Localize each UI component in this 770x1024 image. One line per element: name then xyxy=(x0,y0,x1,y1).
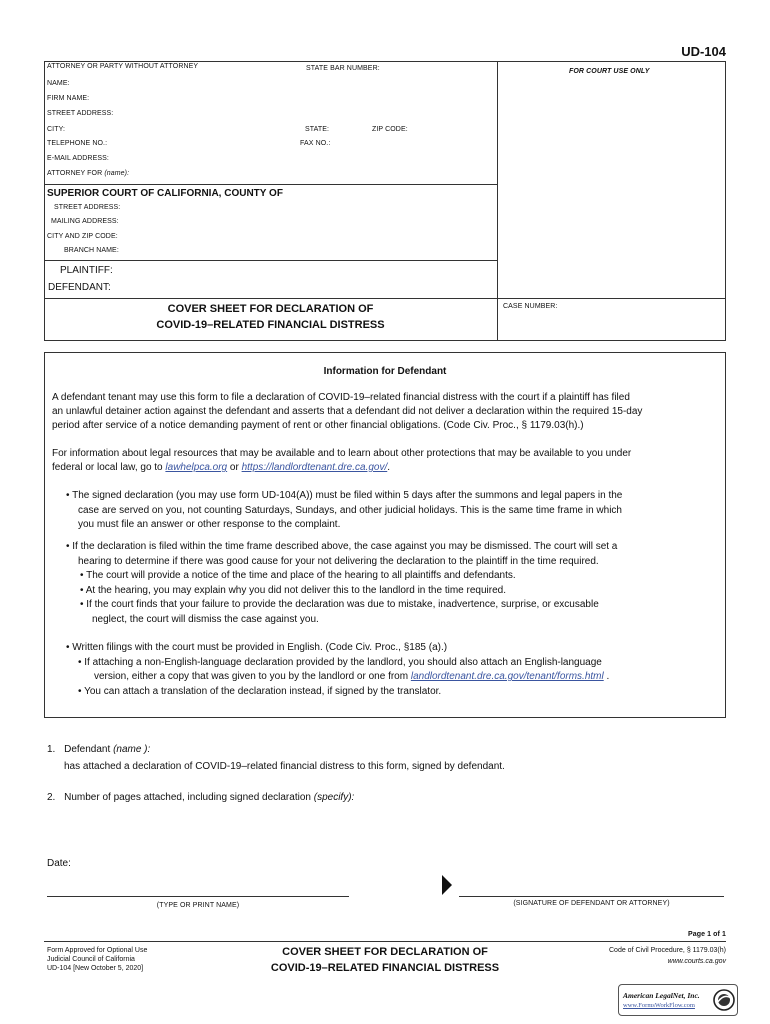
info-p2-text: federal or local law, go to xyxy=(52,462,163,473)
info-p1-line-1: A defendant tenant may use this form to file a declaration of COVID-19–related financial distress with the court if a plaintiff has filed xyxy=(52,392,630,403)
landlordtenant-link[interactable]: https://landlordtenant.dre.ca.gov/ xyxy=(241,462,388,473)
info-p2-line-1: For information about legal resources that may be available and to learn about other protections that may be available to you under xyxy=(52,448,632,459)
lawhelp-link[interactable]: lawhelpca.org xyxy=(165,462,228,473)
item-2-label: Number of pages attached, including signed declaration xyxy=(64,792,311,803)
info-p1-line-2: an unlawful detainer action against the defendant and asserts that a defendant did not deliver a declaration within the required 15-day xyxy=(52,406,643,417)
americanlegalnet-logo[interactable] xyxy=(618,984,738,1016)
cover-title-line-2: COVID-19–RELATED FINANCIAL DISTRESS xyxy=(156,319,385,331)
attorney-for-name: (name): xyxy=(104,170,130,177)
caption-box xyxy=(44,61,726,341)
court-street-label[interactable]: STREET ADDRESS: xyxy=(54,204,121,211)
case-number-label[interactable]: CASE NUMBER: xyxy=(503,303,558,310)
info-title: Information for Defendant xyxy=(323,366,447,377)
item-1-number: 1. xyxy=(47,744,56,755)
city-label[interactable]: CITY: xyxy=(47,126,66,133)
fax-label[interactable]: FAX NO.: xyxy=(300,140,331,147)
court-title: SUPERIOR COURT OF CALIFORNIA, COUNTY OF xyxy=(47,188,283,199)
name-signature-line[interactable] xyxy=(47,896,349,897)
form-approved-block xyxy=(47,946,147,973)
bullet-filing-deadline xyxy=(66,489,622,533)
bullet-3-line-1: • Written filings with the court must be provided in English. (Code Civ. Proc., §185 (a).) xyxy=(66,642,448,653)
footer-title xyxy=(225,944,545,976)
plaintiff-label[interactable]: PLAINTIFF: xyxy=(60,265,113,276)
bullet-2-sub-3-line-1: • If the court finds that your failure to provide the declaration was due to mistake, inadvertence, surprise, or excusable xyxy=(80,599,599,610)
court-city-label[interactable]: CITY AND ZIP CODE: xyxy=(47,233,118,240)
footer-title-line-2: COVID-19–RELATED FINANCIAL DISTRESS xyxy=(270,962,500,974)
logo-name: American LegalNet, Inc. xyxy=(623,991,700,1000)
email-label[interactable]: E-MAIL ADDRESS: xyxy=(47,155,109,162)
bullet-dismissal xyxy=(66,540,617,627)
bullet-2-sub-2: • At the hearing, you may explain why you did not deliver this to the landlord in the time required. xyxy=(80,584,506,596)
divider-title xyxy=(44,298,726,299)
name-label[interactable]: NAME: xyxy=(47,80,70,87)
attorney-for-text: ATTORNEY FOR xyxy=(47,170,103,177)
attorney-label: ATTORNEY OR PARTY WITHOUT ATTORNEY xyxy=(47,63,199,70)
info-paragraph-1 xyxy=(52,391,642,433)
info-p1-line-3: period after service of a notice demanding payment of rent or other financial obligations. (Code Civ. Proc., § 1179.03(h).) xyxy=(52,420,584,431)
telephone-label[interactable]: TELEPHONE NO.: xyxy=(47,140,108,147)
footer-title-line-1: COVER SHEET FOR DECLARATION OF xyxy=(282,946,488,958)
approved-line-2: Judicial Council of California xyxy=(47,956,135,963)
defendant-label[interactable]: DEFENDANT: xyxy=(48,282,111,293)
bullet-1-line-1: • The signed declaration (you may use form UD-104(A)) must be filed within 5 days after the summons and legal papers in the xyxy=(66,490,623,501)
type-name-label: (TYPE OR PRINT NAME) xyxy=(156,902,240,909)
cover-title-line-1: COVER SHEET FOR DECLARATION OF xyxy=(167,303,374,315)
code-reference xyxy=(609,946,726,966)
info-p2-end: . xyxy=(387,462,391,473)
firm-name-label[interactable]: FIRM NAME: xyxy=(47,95,90,102)
court-mailing-label[interactable]: MAILING ADDRESS: xyxy=(51,218,119,225)
bullet-2-line-2: hearing to determine if there was good cause for your not delivering the declaration to the plaintiff in the time required. xyxy=(78,555,599,567)
form-number: UD-104 xyxy=(681,44,726,59)
signature-arrow-icon xyxy=(441,874,453,896)
court-use-label: FOR COURT USE ONLY xyxy=(569,68,650,75)
item-2[interactable] xyxy=(47,792,354,803)
cover-title xyxy=(44,301,497,333)
zip-label[interactable]: ZIP CODE: xyxy=(372,126,408,133)
logo-url[interactable]: www.FormsWorkFlow.com xyxy=(623,1002,695,1009)
item-1[interactable] xyxy=(47,744,150,755)
approved-line-1: Form Approved for Optional Use xyxy=(47,947,148,954)
bullet-2-sub-1: • The court will provide a notice of the time and place of the hearing to all plaintiffs and defendants. xyxy=(80,570,516,581)
courts-site: www.courts.ca.gov xyxy=(667,958,726,965)
bullet-english xyxy=(66,641,609,699)
item-2-number: 2. xyxy=(47,792,56,803)
bullet-1-line-3: you must file an answer or other response to the complaint. xyxy=(78,519,341,530)
bullet-3-sub-1-end: . xyxy=(606,671,610,682)
bullet-3-sub-1-text: version, either a copy that was given to you by the landlord or one from xyxy=(94,671,409,682)
attorney-for-label[interactable] xyxy=(47,170,129,177)
info-paragraph-2 xyxy=(52,447,631,475)
bullet-3-sub-1-line-2 xyxy=(66,670,609,685)
date-label[interactable]: Date: xyxy=(47,858,71,869)
footer-divider xyxy=(44,941,726,942)
signature-label: (SIGNATURE OF DEFENDANT OR ATTORNEY) xyxy=(513,900,670,907)
info-p2-line-2 xyxy=(52,461,631,475)
bullet-3-sub-2: • You can attach a translation of the declaration instead, if signed by the translator. xyxy=(78,685,442,697)
bullet-3-sub-1-line-1: • If attaching a non-English-language declaration provided by the landlord, you should also attach an English-language xyxy=(78,656,602,668)
caption-divider xyxy=(497,61,498,341)
bullet-1-line-2: case are served on you, not counting Saturdays, Sundays, and other judicial holidays. This is the same time frame in which xyxy=(78,504,622,516)
defendant-signature-line[interactable] xyxy=(459,896,724,897)
page-number: Page 1 of 1 xyxy=(687,931,726,938)
item-1-label: Defendant xyxy=(64,744,111,755)
bullet-2-line-1: • If the declaration is filed within the time frame described above, the case against you may be dismissed. The court will set a xyxy=(66,541,618,552)
globe-icon xyxy=(713,989,735,1011)
divider-parties xyxy=(44,260,497,261)
info-p2-or: or xyxy=(229,462,239,473)
divider-court xyxy=(44,184,497,185)
item-1-text: has attached a declaration of COVID-19–related financial distress to this form, signed by defendant. xyxy=(64,761,505,772)
approved-line-3: UD-104 [New October 5, 2020] xyxy=(47,965,144,972)
state-bar-label: STATE BAR NUMBER: xyxy=(306,65,380,72)
tenant-forms-link[interactable]: landlordtenant.dre.ca.gov/tenant/forms.html xyxy=(410,671,604,682)
item-1-name-hint: (name ): xyxy=(113,744,151,755)
code-reference-text: Code of Civil Procedure, § 1179.03(h) xyxy=(609,947,726,954)
court-branch-label[interactable]: BRANCH NAME: xyxy=(64,247,119,254)
bullet-2-sub-3-line-2: neglect, the court will dismiss the case against you. xyxy=(92,613,319,625)
item-2-specify: (specify): xyxy=(313,792,355,803)
state-label[interactable]: STATE: xyxy=(305,126,330,133)
street-address-label[interactable]: STREET ADDRESS: xyxy=(47,110,114,117)
